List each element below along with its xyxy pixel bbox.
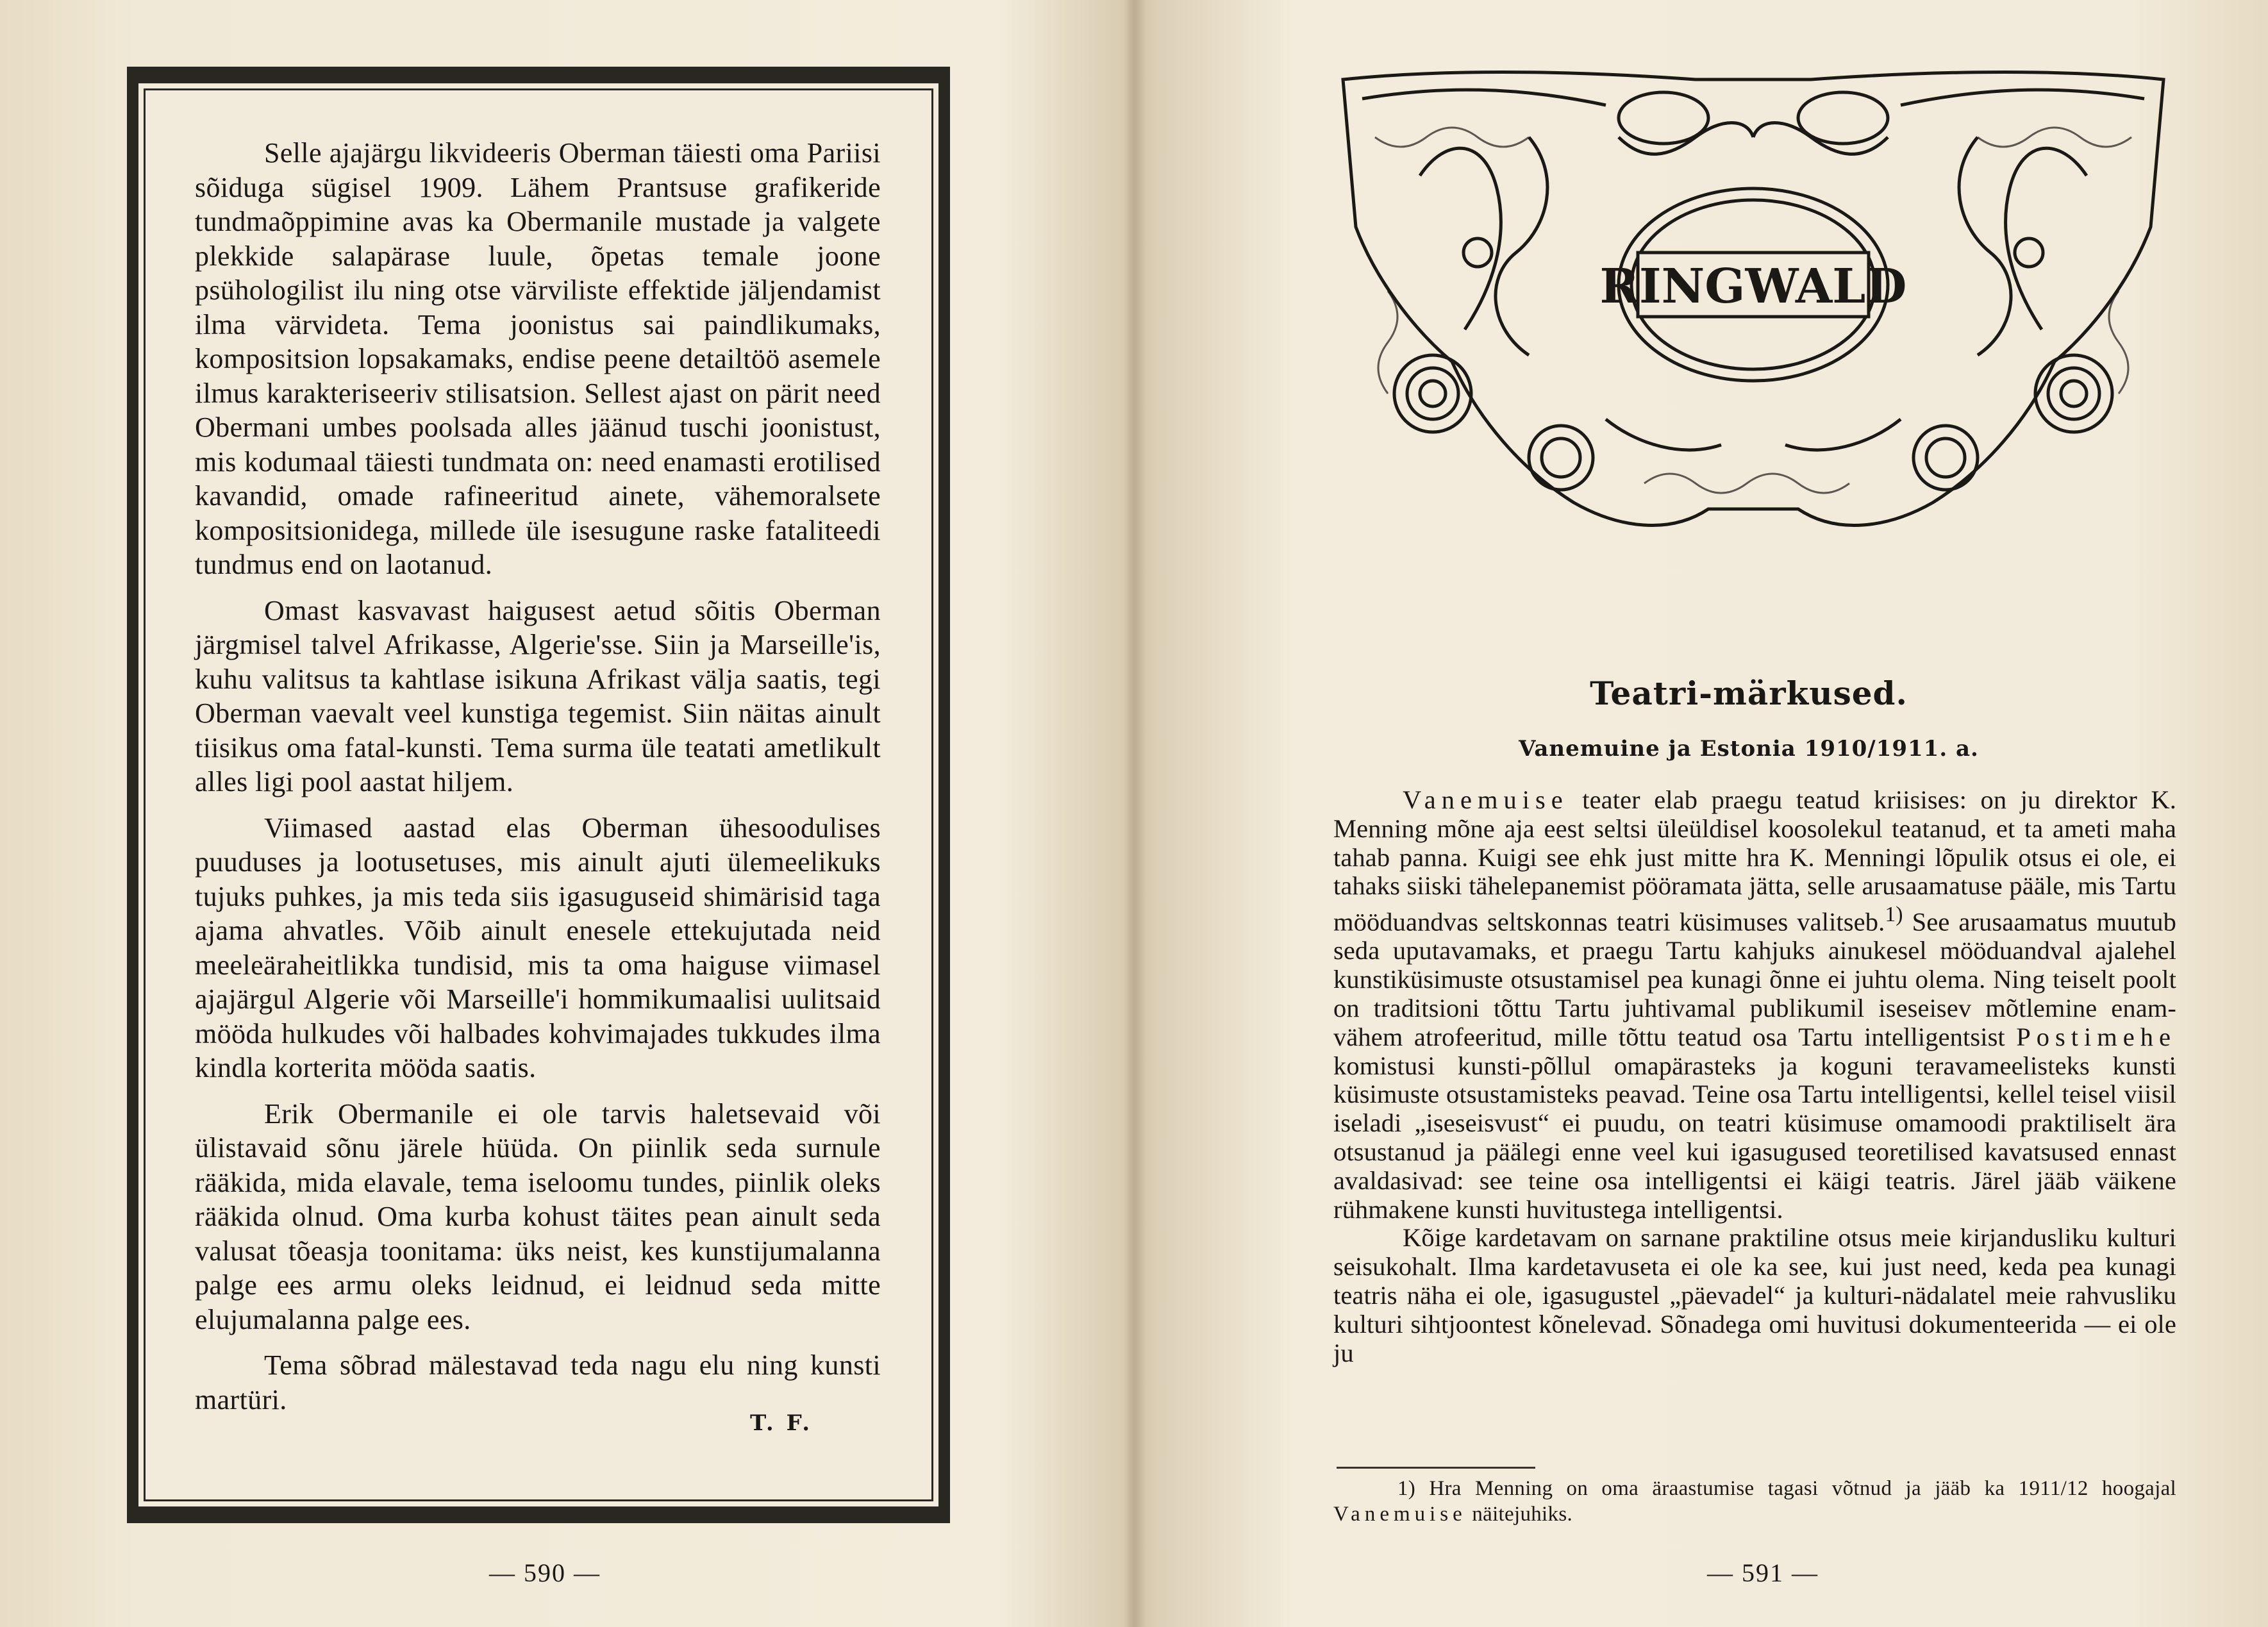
footnote-spaced-word: Vanemuise <box>1333 1503 1467 1526</box>
left-paragraph-3: Viimased aastad elas Oberman ühesoodulises puuduses ja lootusetuses, mis ainult ajuti ülemeelikuks tujuks puhkes, ja mis teda siis igasuguseid shimärisid taga ajama ahvatles. Võib ainult enesele ettekujutada neid meeleäraheitlikka tundisid, mis ta oma haiguse viimasel ajajärgul Algerie või Marseille'i hommikumaalisi uulitsaid mööda hulkudes või halbades kohvimajades tukkudes ilma kindla korterita mööda saatis. <box>195 812 881 1083</box>
book-gutter <box>1123 0 1146 1627</box>
left-paragraph-5: Tema sõbrad mälestavad teda nagu elu ning kunsti martüri. <box>195 1349 881 1415</box>
page-number-right: — 591 — <box>1707 1558 1819 1587</box>
article-subtitle: Vanemuine ja Estonia 1910/1911. a. <box>1519 736 1979 762</box>
left-paragraph-1: Selle ajajärgu likvideeris Oberman täiesti oma Pariisi sõiduga sügisel 1909. Lähem Prantsuse grafikeride tundmaõppimine avas ka Obermanile mustade ja valgete plekkide salapärase luule, õpetas temale joone psühologilist ilu ning otse värviliste effektide jäljendamist ilma värvideta. Tema joonistus sai paindlikumaks, kompositsion lopsakamaks, endise peene detailtöö asemele ilmus karakteriseeriv stilisatsion. Sellest ajast on pärit need Obermani umbes poolsada alles jäänud tuschi joonistust, mis kodumaal täiesti tundmata on: need enamasti erotilised kavandid, omade rafineeritud ainete, vähemoralsete kompositsionidega, millede üle isesugune raske fataliteedi tundmus end on laotanud. <box>195 137 881 580</box>
ringwald-ornament-image <box>1337 60 2170 547</box>
footnote-reference: 1) <box>1885 903 1903 927</box>
footnote-part-a: 1) Hra Menning on oma äraastumise tagasi võtnud ja jääb ka 1911/12 hoogajal <box>1397 1477 2176 1500</box>
ornament-lettering: RINGWALD <box>1599 259 1907 314</box>
right-page-text <box>1333 786 2176 1367</box>
right-paragraph-1-part-b: See arusaamatus muutub seda uputavamaks, et praegu Tartu kahjuks ainukesel mööduandval ajalehel kunstiküsimuste otsustamisel pea kunagi õnne ei juhtu olema. Ning teiselt poolt on traditsioni tõttu Tartu juhtivamal publikumil iseseisev mõtlemine enam-vähem atrofeeritud, mille tõttu teatud osa Tartu intelligentsist <box>1333 907 2176 1051</box>
right-paragraph-1-part-a: teater elab praegu teatud kriisises: on ju direktor K. Menning mõne aja eest seltsi üleüldisel koosolekul teatanud, et ta ameti maha tahab panna. Kuigi see ehk just mitte hra K. Menningi lõpulik otsus ei ole, ei tahaks siiski tähelepanemist pööramata jätta, selle arusaamatuse pääle, mis Tartu mööduandvas seltskonnas teatri küsimuses valitseb. <box>1333 785 2176 937</box>
right-paragraph-1 <box>1333 786 2176 1224</box>
left-page-text <box>195 136 881 1428</box>
left-paragraph-2: Omast kasvavast haigusest aetud sõitis Oberman järgmisel talvel Afrikasse, Algerie'sse. Siin ja Marseille'is, kuhu valitsus ta kahtlase isikuna Afrikast välja saatis, tegi Oberman vaevalt veel kunstiga tegemist. Siin näitas ainult tiisikus oma fatal-kunsti. Tema surma üle teatati ametlikult alles ligi pool aastat hiljem. <box>195 594 881 797</box>
left-paragraph-4: Erik Obermanile ei ole tarvis haletsevaid või ülistavaid sõnu järele hüüda. On piinlik seda surnule rääkida, mida elavale, tema iseloomu tundes, piinlik oleks rääkida olnud. Oma kurba kohust täites pean ainult seda valusat tõeasja toonitama: üks neist, kes kunstijumalanna palge ees armu oleks leidnud, ei leidnud seda mitte elujumalanna palge ees. <box>195 1097 881 1335</box>
footnote-rule <box>1337 1467 1535 1469</box>
article-title: Teatri-märkused. <box>1590 674 1908 712</box>
footnote <box>1333 1476 2176 1527</box>
spaced-word-vanemuise: Vanemuise <box>1403 785 1569 814</box>
footnote-part-b: näitejuhiks. <box>1466 1503 1573 1526</box>
spaced-word-postimehe: Postimehe <box>2016 1022 2176 1051</box>
right-paragraph-2: Kõige kardetavam on sarnane praktiline otsus meie kirjandusliku kulturi seisukohalt. Ilma kardetavuseta ei ole ka see, kui just need, keda pea kunagi teatris näha ei ole, igasugustel „päevadel“ ja kulturi-nädalatel meie rahvusliku kulturi sihtjoontest kõnelevad. Sõnadega omi huvitusi dokumenteerida — ei ole ju <box>1333 1223 2176 1367</box>
signature: T. F. <box>750 1410 813 1436</box>
right-paragraph-1-part-c: komistusi kunsti-põllul omapärasteks ja koguni teravameelisteks kunsti küsimuste otsustamisteks peavad. Teine osa Tartu intelligentsi, kellel teisel viisil iseladi „iseseisvust“ ei puudu, on teatri küsimuse omamoodi praktiliselt ära otsustanud ja päälegi enne veel kui igasugused teoretilised kavatsused ennast avaldasivad: see teine osa intelligentsi ei käigi teatris. Järel jääb väikene rühmakene kunsti huvitustega intelligentsi. <box>1333 1051 2176 1224</box>
page-number-left: — 590 — <box>489 1558 601 1587</box>
